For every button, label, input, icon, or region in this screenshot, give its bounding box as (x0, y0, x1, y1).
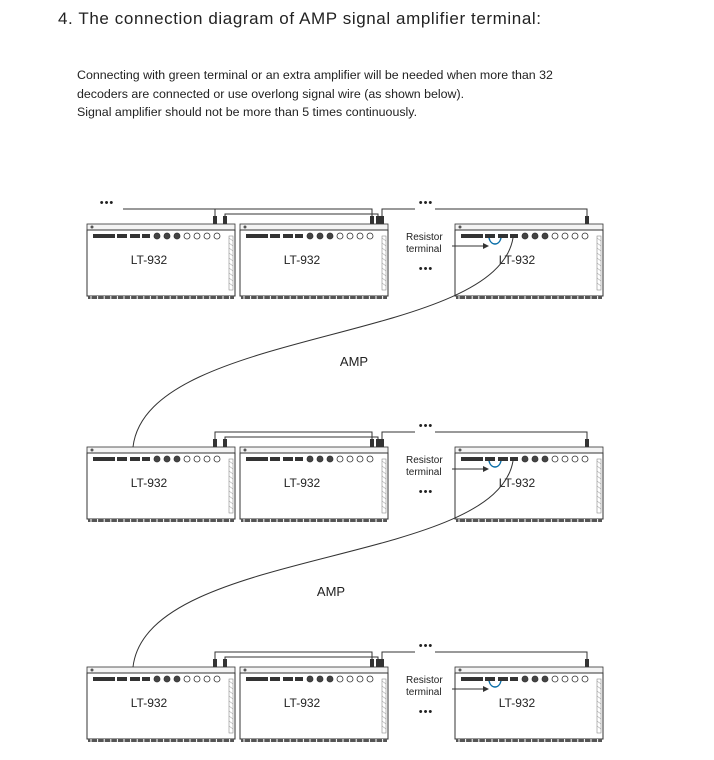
device-label: LT-932 (130, 476, 168, 490)
port-circle (562, 676, 568, 682)
page-title: 4. The connection diagram of AMP signal amplifier terminal: (58, 9, 542, 28)
device-top-edge (240, 224, 388, 230)
device-top-edge (87, 224, 235, 230)
port-circle (214, 676, 220, 682)
port-circle (204, 233, 210, 239)
screw (244, 226, 247, 229)
device-bottom-terminals (88, 739, 234, 742)
port-circle (194, 233, 200, 239)
connector-block (130, 457, 140, 461)
port-circle (582, 456, 588, 462)
wire-plug (380, 439, 384, 447)
device-bottom-terminals (241, 519, 387, 522)
port-circle (522, 456, 528, 462)
connector-block (142, 457, 150, 461)
connector-block (142, 234, 150, 238)
port-circle (357, 676, 363, 682)
connector-block (270, 234, 280, 238)
port-circle (357, 233, 363, 239)
connector-block (461, 234, 483, 238)
port-circle (582, 676, 588, 682)
port-circle (562, 233, 568, 239)
port-circle (204, 676, 210, 682)
bus-wire (435, 432, 587, 447)
port-circle (552, 676, 558, 682)
connector-block (270, 457, 280, 461)
port-circle (357, 456, 363, 462)
bus-wire (225, 657, 378, 667)
lt932-device (455, 224, 603, 299)
connector-block (485, 677, 495, 681)
port-circle (194, 456, 200, 462)
screw (459, 226, 462, 229)
lt932-device (240, 667, 388, 742)
device-bottom-terminals (88, 296, 234, 299)
port-circle (337, 456, 343, 462)
connector-block (246, 457, 268, 461)
connector-block (461, 677, 483, 681)
port-circle (542, 456, 548, 462)
port-circle (317, 676, 323, 682)
connector-block (246, 677, 268, 681)
connector-block (93, 234, 115, 238)
connector-block (283, 234, 293, 238)
wire-plug (370, 216, 374, 224)
port-circle (582, 233, 588, 239)
wire-plug (213, 216, 217, 224)
connector-block (498, 234, 508, 238)
ellipsis-dots: ••• (418, 640, 434, 652)
connector-block (295, 677, 303, 681)
port-circle (532, 456, 538, 462)
resistor-label: terminal (406, 467, 442, 478)
device-top-edge (87, 667, 235, 673)
port-circle (542, 676, 548, 682)
lt932-device (87, 224, 235, 299)
wire-plug (376, 659, 380, 667)
port-circle (562, 456, 568, 462)
ellipsis-dots: ••• (418, 263, 434, 275)
port-circle (522, 233, 528, 239)
intro-line: Signal amplifier should not be more than 5 times continuously. (77, 105, 418, 119)
port-circle (337, 676, 343, 682)
device-top-edge (455, 667, 603, 673)
bus-wire (215, 432, 372, 447)
device-label: LT-932 (498, 253, 536, 267)
resistor-label: Resistor (406, 675, 443, 686)
port-circle (532, 676, 538, 682)
lt932-device (455, 447, 603, 522)
connector-block (295, 457, 303, 461)
port-circle (317, 233, 323, 239)
lt932-device (240, 224, 388, 299)
screw (91, 669, 94, 672)
connector-block (461, 457, 483, 461)
lt932-device (87, 447, 235, 522)
port-circle (184, 456, 190, 462)
bus-wire (225, 437, 378, 447)
port-circle (164, 456, 170, 462)
lt932-device (87, 667, 235, 742)
screw (91, 449, 94, 452)
port-circle (184, 233, 190, 239)
device-label: LT-932 (498, 696, 536, 710)
connector-block (117, 234, 127, 238)
port-circle (174, 456, 180, 462)
device-bottom-terminals (456, 296, 602, 299)
port-circle (337, 233, 343, 239)
port-circle (522, 676, 528, 682)
port-circle (154, 456, 160, 462)
connector-block (485, 457, 495, 461)
device-label: LT-932 (283, 253, 321, 267)
device-label: LT-932 (283, 476, 321, 490)
port-circle (347, 676, 353, 682)
connector-block (246, 234, 268, 238)
port-circle (307, 676, 313, 682)
lt932-device (240, 447, 388, 522)
wire-plug (380, 659, 384, 667)
device-bottom-terminals (456, 739, 602, 742)
port-circle (164, 233, 170, 239)
bus-wire (435, 652, 587, 667)
port-circle (347, 233, 353, 239)
connector-block (510, 234, 518, 238)
device-top-edge (240, 667, 388, 673)
connector-block (510, 677, 518, 681)
port-circle (367, 676, 373, 682)
resistor-label: terminal (406, 687, 442, 698)
device-label: LT-932 (283, 696, 321, 710)
port-circle (154, 676, 160, 682)
connector-block (510, 457, 518, 461)
connector-block (283, 677, 293, 681)
wire-plug (585, 216, 589, 224)
port-circle (307, 456, 313, 462)
device-label: LT-932 (130, 696, 168, 710)
port-circle (164, 676, 170, 682)
port-circle (174, 233, 180, 239)
device-top-edge (240, 447, 388, 453)
port-circle (572, 676, 578, 682)
screw (244, 669, 247, 672)
resistor-label: Resistor (406, 455, 443, 466)
wire-plug (223, 439, 227, 447)
port-circle (552, 456, 558, 462)
device-label: LT-932 (130, 253, 168, 267)
port-circle (367, 456, 373, 462)
device-top-edge (87, 447, 235, 453)
port-circle (327, 233, 333, 239)
bus-wire (382, 209, 415, 224)
port-circle (572, 233, 578, 239)
device-bottom-terminals (241, 296, 387, 299)
connector-block (117, 677, 127, 681)
wire-plug (376, 439, 380, 447)
device-top-edge (455, 447, 603, 453)
wire-plug (585, 659, 589, 667)
wire-plug (223, 216, 227, 224)
port-circle (194, 676, 200, 682)
wire-plug (380, 216, 384, 224)
device-bottom-terminals (241, 739, 387, 742)
device-bottom-terminals (88, 519, 234, 522)
device-label: LT-932 (498, 476, 536, 490)
bus-wire (435, 209, 587, 224)
connector-block (283, 457, 293, 461)
port-circle (327, 676, 333, 682)
port-circle (214, 456, 220, 462)
port-circle (367, 233, 373, 239)
port-circle (214, 233, 220, 239)
screw (459, 669, 462, 672)
bus-wire (215, 652, 372, 667)
port-circle (532, 233, 538, 239)
lt932-device (455, 667, 603, 742)
connector-block (130, 677, 140, 681)
amp-label: AMP (316, 584, 346, 599)
wire-plug (370, 659, 374, 667)
screw (459, 449, 462, 452)
ellipsis-dots: ••• (418, 420, 434, 432)
screw (244, 449, 247, 452)
ellipsis-dots: ••• (418, 706, 434, 718)
bus-wire (382, 432, 415, 447)
intro-line: Connecting with green terminal or an extra amplifier will be needed when more than 32 (77, 68, 553, 82)
port-circle (184, 676, 190, 682)
ellipsis-dots: ••• (418, 486, 434, 498)
connector-block (93, 457, 115, 461)
port-circle (327, 456, 333, 462)
port-circle (542, 233, 548, 239)
port-circle (572, 456, 578, 462)
wire-plug (376, 216, 380, 224)
port-circle (174, 676, 180, 682)
port-circle (204, 456, 210, 462)
port-circle (347, 456, 353, 462)
connector-block (270, 677, 280, 681)
device-top-edge (455, 224, 603, 230)
connector-block (485, 234, 495, 238)
wire-plug (213, 659, 217, 667)
intro-line: decoders are connected or use overlong signal wire (as shown below). (77, 86, 465, 101)
port-circle (154, 233, 160, 239)
resistor-label: Resistor (406, 232, 443, 243)
connector-block (93, 677, 115, 681)
screw (91, 226, 94, 229)
resistor-label: terminal (406, 244, 442, 255)
wire-plug (213, 439, 217, 447)
port-circle (307, 233, 313, 239)
port-circle (552, 233, 558, 239)
connector-block (498, 677, 508, 681)
port-circle (317, 456, 323, 462)
amp-label: AMP (339, 354, 369, 369)
connector-block (117, 457, 127, 461)
device-bottom-terminals (456, 519, 602, 522)
bus-wire (382, 652, 415, 667)
ellipsis-dots: ••• (99, 197, 115, 209)
wire-plug (585, 439, 589, 447)
bus-wire (225, 214, 378, 224)
connector-block (130, 234, 140, 238)
ellipsis-dots: ••• (418, 197, 434, 209)
connector-block (142, 677, 150, 681)
wire-plug (370, 439, 374, 447)
bus-wire (215, 209, 372, 224)
connector-block (295, 234, 303, 238)
connector-block (498, 457, 508, 461)
wire-plug (223, 659, 227, 667)
